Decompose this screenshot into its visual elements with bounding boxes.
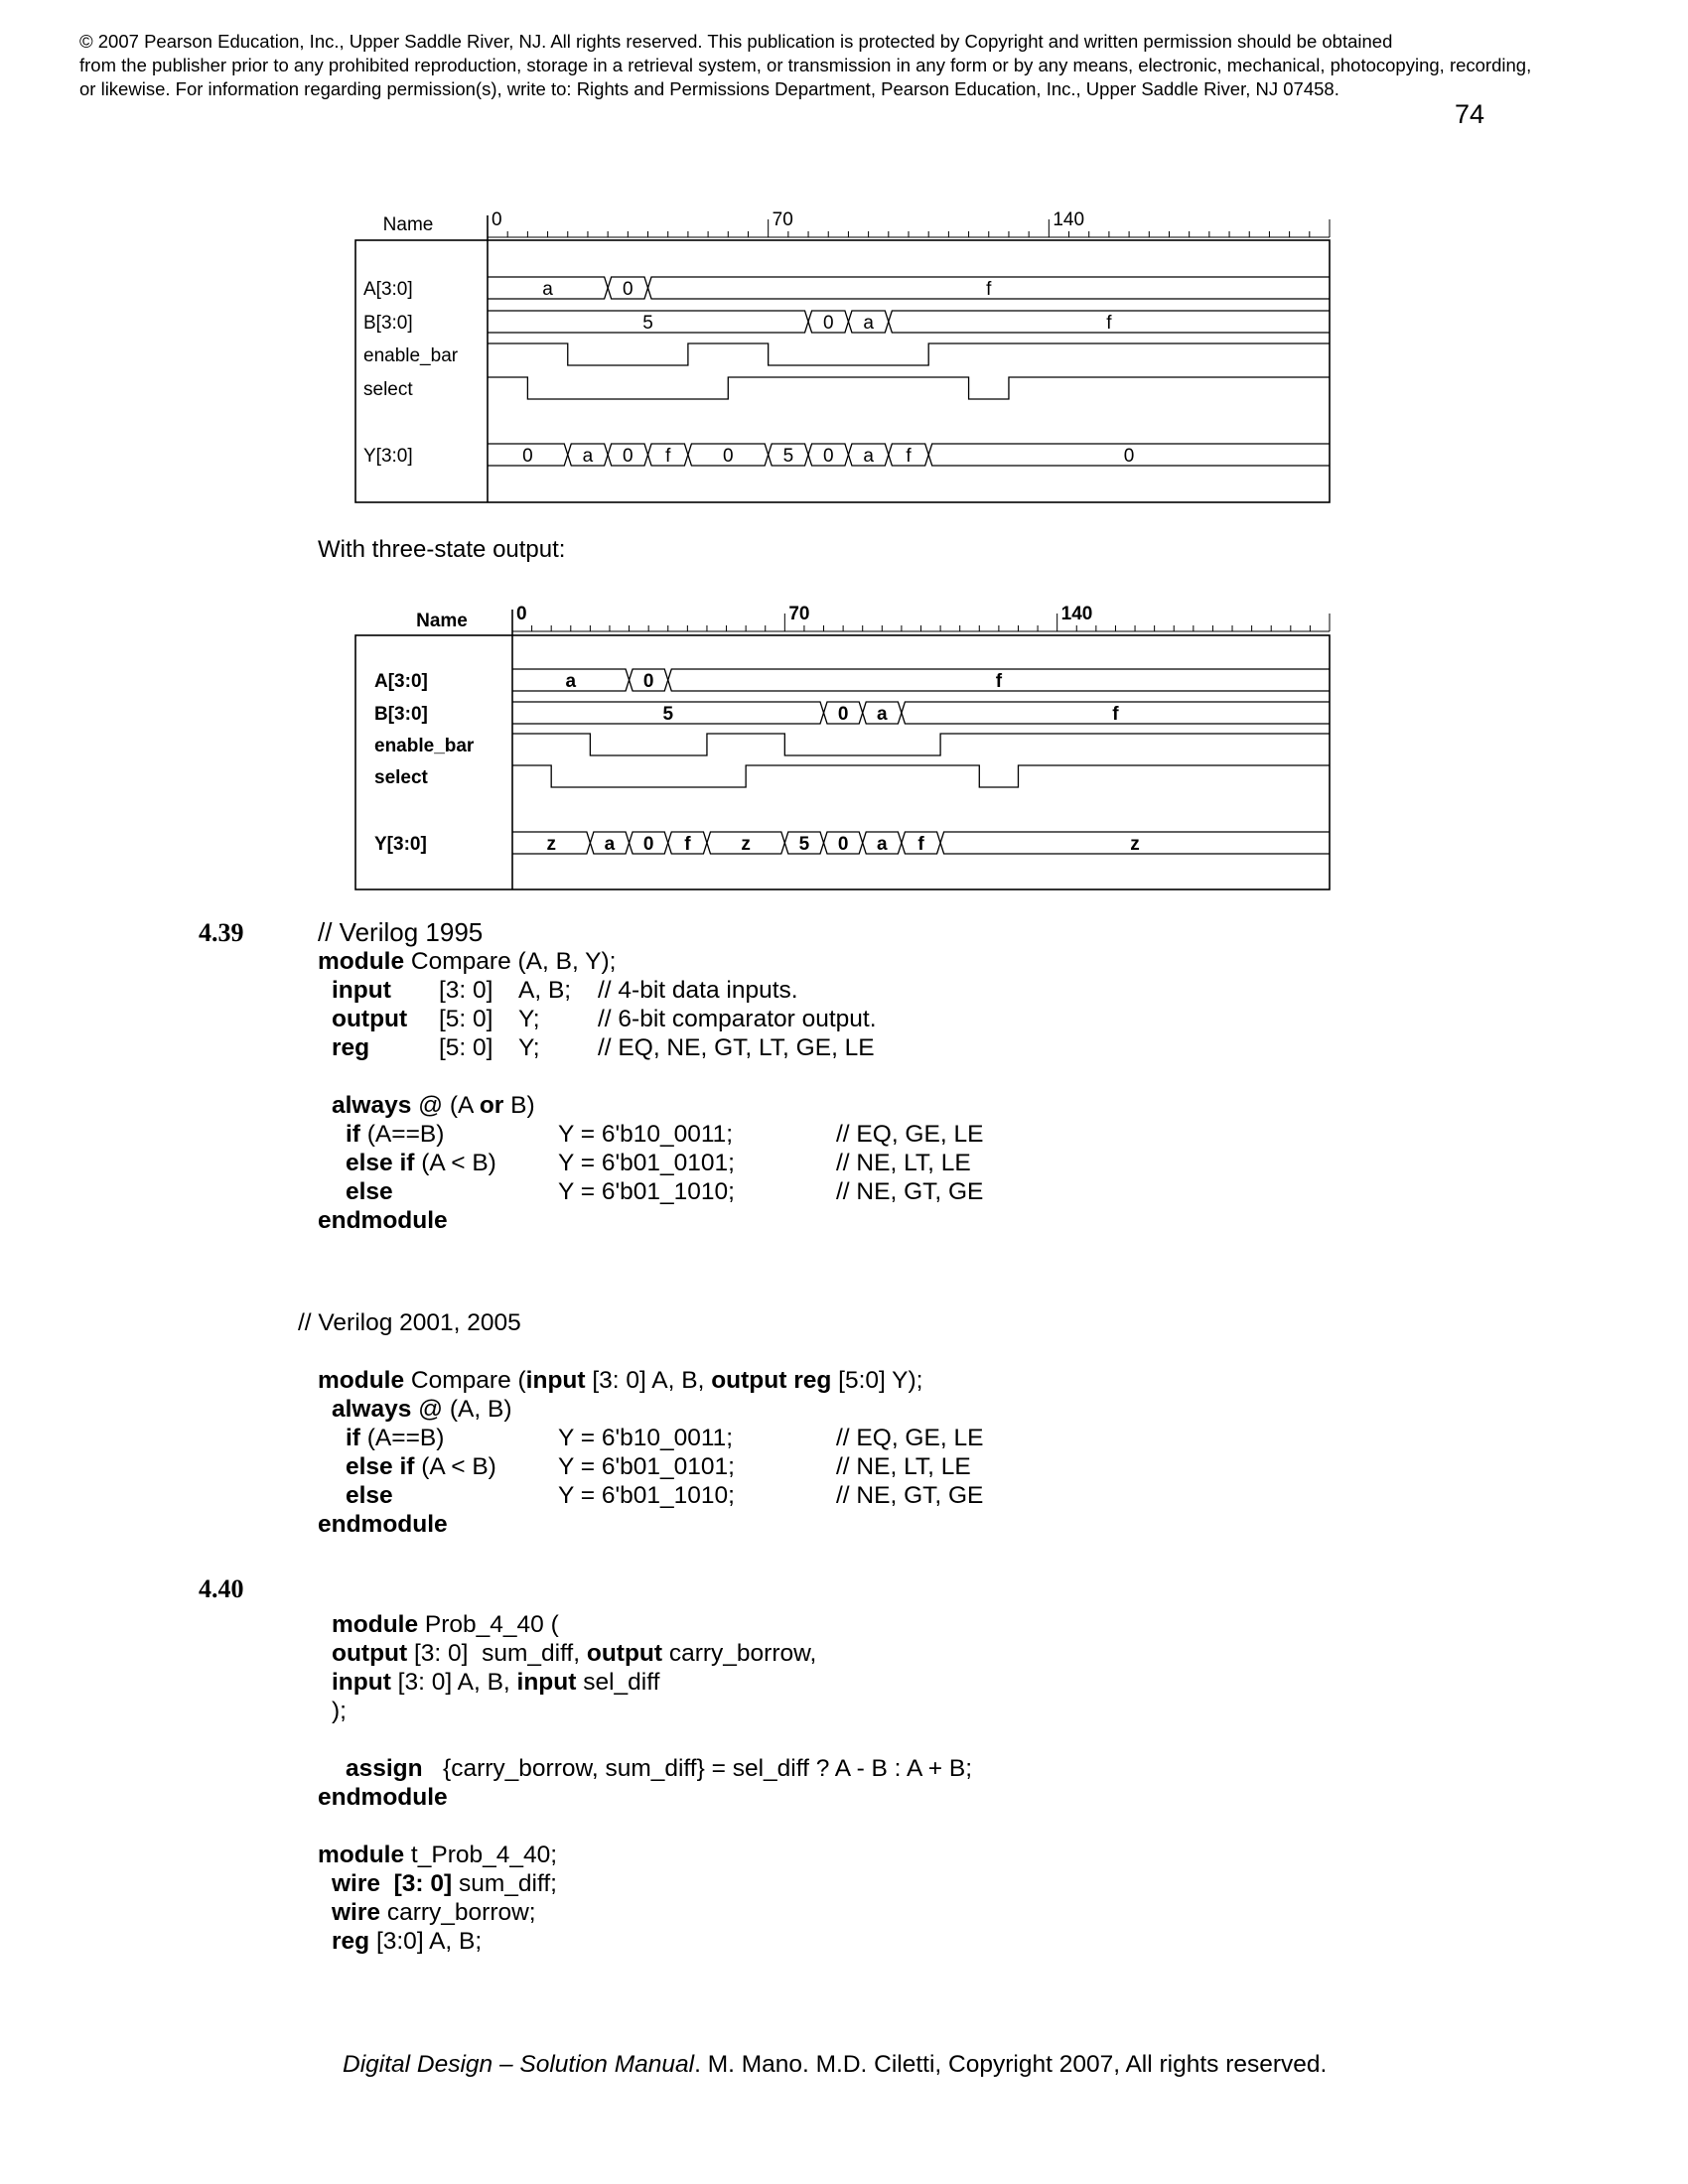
problem-number-4-39: 4.39 bbox=[199, 918, 244, 947]
code-line: else Y = 6'b01_1010; // NE, GT, GE bbox=[346, 1482, 984, 1509]
bus-value-label: 0 bbox=[837, 704, 849, 725]
bus-value-label: f bbox=[917, 834, 924, 855]
bus-value-label: a bbox=[604, 834, 616, 855]
code-line: always @ (A or B) bbox=[332, 1092, 535, 1119]
code-line: if (A==B) Y = 6'b10_0011; // EQ, GE, LE bbox=[346, 1121, 984, 1148]
waveform-1 bbox=[355, 209, 1330, 502]
page-footer bbox=[343, 2051, 1327, 2079]
tick-label: 0 bbox=[492, 209, 502, 230]
bus-value-label: 5 bbox=[642, 313, 653, 334]
tick-label: 70 bbox=[788, 604, 810, 624]
bus-value-label: z bbox=[741, 834, 751, 855]
code-line: endmodule bbox=[318, 1511, 448, 1538]
bus-value-label: 0 bbox=[837, 834, 849, 855]
bus-value-label: f bbox=[906, 446, 912, 467]
three-state-label: With three-state output: bbox=[318, 536, 566, 563]
bus-value-label: 0 bbox=[722, 446, 734, 467]
code-line: wire carry_borrow; bbox=[332, 1899, 536, 1926]
code-line: endmodule bbox=[318, 1207, 448, 1234]
bus-value-label: z bbox=[546, 834, 556, 855]
digital-trace bbox=[488, 377, 1330, 399]
bus-value-label: a bbox=[863, 446, 874, 467]
signal-name: Y[3:0] bbox=[363, 446, 413, 467]
bus-value-label: f bbox=[995, 671, 1003, 692]
page-number: 74 bbox=[1455, 99, 1485, 129]
code-line bbox=[318, 1812, 557, 1841]
bus-value-label: 5 bbox=[662, 704, 674, 725]
digital-trace bbox=[488, 343, 1330, 365]
bus-value-label: f bbox=[684, 834, 691, 855]
verilog-1995-comment: // Verilog 1995 bbox=[318, 917, 484, 947]
code-block-verilog-2001 bbox=[318, 1366, 984, 1539]
bus-value-label: a bbox=[877, 834, 888, 855]
code-line: output [3: 0] sum_diff, output carry_borrow, bbox=[332, 1640, 817, 1667]
code-line: module t_Prob_4_40; bbox=[318, 1842, 558, 1868]
code-line: always @ (A, B) bbox=[332, 1396, 512, 1423]
problem-number-4-40: 4.40 bbox=[199, 1574, 244, 1603]
code-line: input [3: 0] A, B; // 4-bit data inputs. bbox=[332, 977, 798, 1004]
bus-value-label: a bbox=[582, 446, 594, 467]
code-line: if (A==B) Y = 6'b10_0011; // EQ, GE, LE bbox=[346, 1425, 984, 1451]
code-line: wire [3: 0] sum_diff; bbox=[332, 1870, 557, 1897]
code-line: input [3: 0] A, B, input sel_diff bbox=[332, 1669, 660, 1696]
code-line: output [5: 0] Y; // 6-bit comparator output. bbox=[332, 1006, 877, 1032]
bus-value-label: 0 bbox=[822, 446, 834, 467]
bus-value-label: 0 bbox=[642, 671, 654, 692]
bus-value-label: z bbox=[1130, 834, 1140, 855]
bus-value-label: 5 bbox=[798, 834, 810, 855]
digital-trace bbox=[512, 765, 1330, 787]
signal-name: select bbox=[374, 767, 428, 788]
name-header: Name bbox=[382, 214, 434, 235]
signal-name: select bbox=[363, 379, 413, 400]
bus-value-label: 0 bbox=[522, 446, 533, 467]
code-line bbox=[318, 1725, 557, 1754]
code-line: ); bbox=[332, 1698, 347, 1724]
bus-value-label: a bbox=[565, 671, 577, 692]
code-line: reg [5: 0] Y; // EQ, NE, GT, LT, GE, LE bbox=[332, 1034, 875, 1061]
code-line: else if (A < B) Y = 6'b01_0101; // NE, LT, LE bbox=[346, 1453, 971, 1480]
copyright-line-1: © 2007 Pearson Education, Inc., Upper Saddle River, NJ. All rights reserved. This publication is protected by Copyright and written permission should be obtained bbox=[79, 31, 1393, 52]
bus-value-label: 0 bbox=[642, 834, 654, 855]
footer-rest: . M. Mano. M.D. Ciletti, Copyright 2007, All rights reserved. bbox=[694, 2051, 1328, 2078]
signal-name: A[3:0] bbox=[363, 279, 413, 300]
name-header: Name bbox=[416, 611, 468, 631]
copyright-line-2: from the publisher prior to any prohibited reproduction, storage in a retrieval system, or transmission in any form or by any means, electronic, mechanical, photocopying, recording, bbox=[79, 55, 1532, 75]
waveform-2 bbox=[355, 604, 1330, 889]
code-line: module Compare (input [3: 0] A, B, output reg [5:0] Y); bbox=[318, 1367, 923, 1394]
code-block-prob-4-40 bbox=[318, 1610, 973, 1956]
waveform-frame bbox=[355, 240, 1330, 502]
code-block-verilog-1995 bbox=[318, 947, 984, 1235]
verilog-2001-comment: // Verilog 2001, 2005 bbox=[298, 1309, 521, 1336]
code-line: else Y = 6'b01_1010; // NE, GT, GE bbox=[346, 1178, 984, 1205]
bus-value-label: f bbox=[986, 279, 992, 300]
signal-name: A[3:0] bbox=[374, 671, 428, 692]
signal-name: B[3:0] bbox=[374, 704, 428, 725]
bus-value-label: 0 bbox=[623, 279, 633, 300]
code-line: module Prob_4_40 ( bbox=[332, 1611, 559, 1638]
copyright-line-3: or likewise. For information regarding permission(s), write to: Rights and Permissions Department, Pearson Education, Inc., Upper Saddle River, NJ 07458. bbox=[79, 78, 1339, 99]
signal-name: Y[3:0] bbox=[374, 834, 427, 855]
tick-label: 140 bbox=[1060, 604, 1093, 624]
signal-name: enable_bar bbox=[363, 345, 459, 366]
code-line: assign {carry_borrow, sum_diff} = sel_diff ? A - B : A + B; bbox=[346, 1755, 973, 1782]
bus-value-label: f bbox=[1112, 704, 1119, 725]
footer-title: Digital Design – Solution Manual bbox=[343, 2051, 695, 2078]
bus-value-label: a bbox=[542, 279, 553, 300]
bus-value-label: 0 bbox=[822, 313, 834, 334]
digital-trace bbox=[512, 734, 1330, 755]
code-line bbox=[318, 1062, 616, 1091]
signal-name: enable_bar bbox=[374, 736, 475, 756]
bus-value-label: 5 bbox=[782, 446, 794, 467]
bus-value-label: f bbox=[1106, 313, 1112, 334]
bus-value-label: f bbox=[665, 446, 671, 467]
code-line: endmodule bbox=[318, 1784, 448, 1811]
tick-label: 140 bbox=[1053, 209, 1085, 230]
signal-name: B[3:0] bbox=[363, 313, 413, 334]
bus-value-label: a bbox=[877, 704, 888, 725]
code-line: reg [3:0] A, B; bbox=[332, 1928, 483, 1955]
bus-value-label: 0 bbox=[1123, 446, 1135, 467]
code-line: module Compare (A, B, Y); bbox=[318, 948, 617, 975]
tick-label: 70 bbox=[772, 209, 793, 230]
bus-value-label: 0 bbox=[623, 446, 633, 467]
code-line: else if (A < B) Y = 6'b01_0101; // NE, LT, LE bbox=[346, 1150, 971, 1176]
tick-label: 0 bbox=[516, 604, 527, 624]
bus-value-label: a bbox=[863, 313, 874, 334]
